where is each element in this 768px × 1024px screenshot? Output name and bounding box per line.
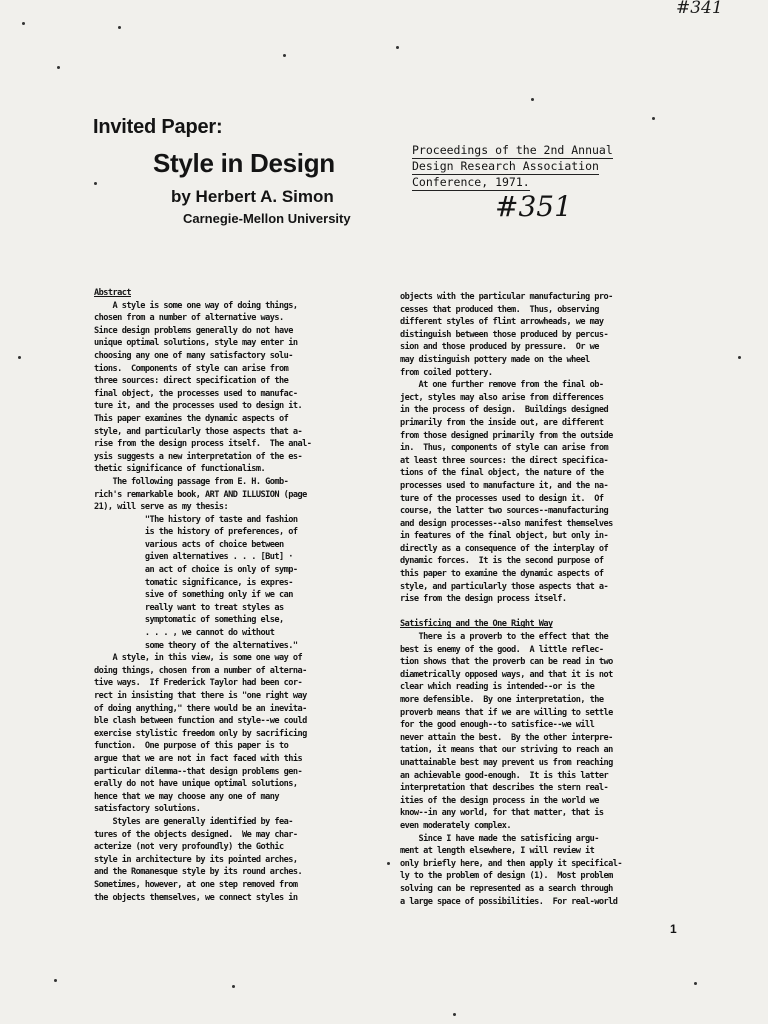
text-line: some theory of the alternatives." — [94, 640, 298, 651]
text-line: only briefly here, and then apply it specifical- — [400, 858, 622, 869]
text-line: really want to treat styles as — [94, 602, 284, 613]
handwritten-corner-note: #341 — [676, 0, 723, 18]
text-line: ject, styles may also arise from differences — [400, 392, 604, 403]
text-line: tions of the final object, the nature of the — [400, 468, 604, 479]
text-line: Since design problems generally do not have — [94, 325, 293, 336]
text-line: dynamic forces. It is the second purpose of — [400, 556, 604, 567]
scan-speck — [232, 985, 235, 988]
text-line: clear which reading is intended--or is the — [400, 682, 595, 693]
handwritten-catalog-number: #351 — [495, 190, 572, 223]
text-line: proverb means that if we are willing to settle — [400, 707, 613, 718]
text-line: processes used to manufacture it, and the na- — [400, 480, 609, 491]
text-line: may distinguish pottery made on the wheel — [400, 354, 590, 365]
text-line: There is a proverb to the effect that the — [400, 632, 609, 643]
text-line: at least three sources: the direct specifica- — [400, 455, 609, 466]
text-line: tation, it means that our striving to reach an — [400, 745, 613, 756]
text-line: style, and particularly those aspects that a- — [400, 581, 609, 592]
text-line: thetic significance of functionalism. — [94, 464, 266, 475]
text-line: style, and particularly those aspects that a- — [94, 426, 303, 437]
text-line: for the good enough--to satisfice--we will — [400, 720, 595, 731]
text-line: objects with the particular manufacturing pro- — [400, 292, 613, 302]
proceedings-line: Design Research Association — [412, 159, 599, 173]
text-line: primarily from the inside out, are different — [400, 417, 604, 428]
text-line: doing things, chosen from a number of alterna- — [94, 665, 307, 676]
text-line: ly to the problem of design (1). Most problem — [400, 871, 613, 882]
scan-speck — [94, 182, 97, 185]
text-line: Sometimes, however, at one step removed from — [94, 879, 298, 890]
text-line: different styles of flint arrowheads, we may — [400, 317, 604, 328]
text-line: A style is some one way of doing things, — [94, 300, 298, 311]
text-line: chosen from a number of alternative ways. — [94, 313, 284, 324]
invited-label: Invited Paper: — [93, 116, 223, 138]
text-line: various acts of choice between — [94, 539, 284, 550]
paper-title: Style in Design — [153, 148, 335, 178]
text-line: this paper to examine the dynamic aspects of — [400, 569, 604, 580]
text-line: in. Thus, components of style can arise from — [400, 443, 609, 454]
text-line: from those designed primarily from the outside — [400, 430, 613, 441]
text-line: given alternatives . . . [But] · — [94, 552, 293, 563]
text-line: unique optimal solutions, style may enter in — [94, 338, 298, 349]
text-line: style in architecture by its pointed arches, — [94, 854, 298, 865]
proceedings-line: Proceedings of the 2nd Annual — [412, 143, 613, 157]
text-line: A style, in this view, is some one way of — [94, 653, 303, 664]
text-line: rise from the design process itself. The anal- — [94, 439, 312, 450]
text-line: an act of choice is only of symp- — [94, 565, 298, 576]
text-line: ment at length elsewhere, I will review it — [400, 846, 595, 857]
text-line: a large space of possibilities. For real-world — [400, 896, 618, 907]
text-line: tomatic significance, is expres- — [94, 577, 293, 588]
text-line: particular dilemma--that design problems gen- — [94, 766, 303, 777]
text-line: 21), will serve as my thesis: — [94, 502, 229, 513]
text-line: solving can be represented as a search through — [400, 883, 613, 894]
text-line: satisfactory solutions. — [94, 804, 201, 815]
scan-speck — [387, 862, 390, 865]
text-line: tive ways. If Frederick Taylor had been cor- — [94, 678, 303, 689]
text-line: in features of the final object, but only in- — [400, 531, 609, 542]
text-line: erally do not have unique optimal solutions, — [94, 779, 298, 790]
text-line: Styles are generally identified by fea- — [94, 816, 293, 827]
proceedings-line: Conference, 1971. — [412, 175, 530, 189]
scan-speck — [531, 98, 534, 101]
text-line: hence that we may choose any one of many — [94, 791, 279, 802]
text-line: and design processes--also manifest themselves — [400, 518, 613, 529]
section-heading: Satisficing and the One Right Way — [400, 619, 553, 630]
text-line: ture of the processes used to design it. Of — [400, 493, 604, 504]
text-line: distinguish between those produced by percus- — [400, 329, 609, 340]
text-line: sive of something only if we can — [94, 590, 293, 601]
affiliation: Carnegie-Mellon University — [183, 211, 351, 226]
scan-speck — [396, 46, 399, 49]
text-line: in the process of design. Buildings designed — [400, 405, 609, 416]
text-line: tures of the objects designed. We may char- — [94, 829, 298, 840]
scan-speck — [57, 66, 60, 69]
text-line: diametrically opposed ways, and that it is not — [400, 669, 613, 680]
left-column — [94, 287, 356, 904]
text-line: even moderately complex. — [400, 820, 511, 831]
text-line: At one further remove from the final ob- — [400, 380, 604, 391]
text-line: an achievable good-enough. It is this latter — [400, 770, 609, 781]
text-line: argue that we are not in fact faced with this — [94, 753, 303, 764]
text-line: cesses that produced them. Thus, observing — [400, 304, 599, 315]
scan-speck — [18, 356, 21, 359]
section-heading: Abstract — [94, 288, 131, 298]
author-line: by Herbert A. Simon — [171, 187, 334, 206]
text-line: ysis suggests a new interpretation of the es- — [94, 451, 303, 462]
text-line: is the history of preferences, of — [94, 527, 298, 538]
text-line: best is enemy of the good. A little reflec- — [400, 644, 604, 655]
text-line: rich's remarkable book, ART AND ILLUSION (page — [94, 489, 307, 500]
text-line: symptomatic of something else, — [94, 615, 284, 626]
text-line: know--in any world, for that matter, that is — [400, 808, 604, 819]
text-line: function. One purpose of this paper is to — [94, 741, 289, 752]
text-line: rise from the design process itself. — [400, 594, 567, 605]
text-line: interpretation that describes the stern real- — [400, 783, 609, 794]
text-line: final object, the processes used to manufac- — [94, 388, 298, 399]
scan-speck — [283, 54, 286, 57]
proceedings-note — [412, 143, 642, 191]
text-line: directly as a consequence of the interplay of — [400, 543, 609, 554]
text-line: never attain the best. By the other interpre- — [400, 732, 613, 743]
text-line: ture it, and the processes used to design it. — [94, 401, 303, 412]
text-line: of doing anything," there would be an inevita- — [94, 703, 307, 714]
text-line: choosing any one of many satisfactory solu- — [94, 350, 293, 361]
text-line: acterize (not very profoundly) the Gothic — [94, 842, 284, 853]
text-line — [400, 606, 678, 619]
text-line: three sources: direct specification of the — [94, 376, 289, 387]
text-line: more defensible. By one interpretation, the — [400, 695, 604, 705]
page-number: 1 — [670, 922, 677, 936]
text-line: and the Romanesque style by its round arches. — [94, 867, 303, 878]
text-line: tions. Components of style can arise from — [94, 363, 289, 374]
text-line: rect in insisting that there is "one right way — [94, 691, 307, 701]
text-line: ble clash between function and style--we could — [94, 716, 307, 727]
scan-speck — [22, 22, 25, 25]
text-line: This paper examines the dynamic aspects of — [94, 413, 289, 424]
text-line: tion shows that the proverb can be read in two — [400, 657, 613, 668]
scan-speck — [652, 117, 655, 120]
scan-speck — [54, 979, 57, 982]
scan-speck — [118, 26, 121, 29]
text-line: unattainable best may prevent us from reaching — [400, 757, 613, 768]
text-line: "The history of taste and fashion — [94, 514, 298, 525]
text-line: exercise stylistic freedom only by sacrificing — [94, 728, 307, 739]
text-line: course, the latter two sources--manufacturing — [400, 506, 609, 517]
scan-speck — [453, 1013, 456, 1016]
text-line: the objects themselves, we connect styles in — [94, 892, 298, 903]
text-line: . . . , we cannot do without — [94, 628, 275, 639]
text-line: from coiled pottery. — [400, 367, 493, 378]
text-line: sion and those produced by pressure. Or we — [400, 342, 599, 353]
text-line: ities of the design process in the world we — [400, 795, 599, 806]
right-column — [400, 291, 678, 908]
text-line: The following passage from E. H. Gomb- — [94, 476, 289, 487]
scan-speck — [694, 982, 697, 985]
scan-speck — [738, 356, 741, 359]
text-line: Since I have made the satisficing argu- — [400, 833, 599, 844]
